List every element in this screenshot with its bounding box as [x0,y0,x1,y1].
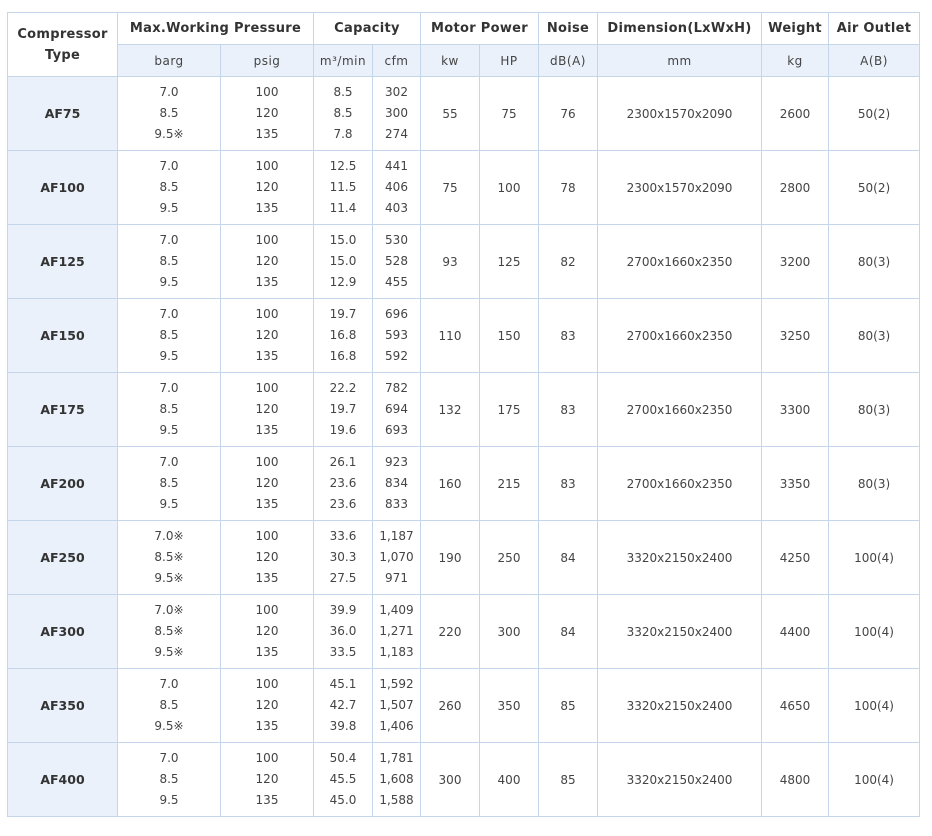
cell-capacity-cfm [373,373,421,447]
table-header [8,13,920,77]
cell-psig-value: 135 [255,497,279,511]
cell-capacity-m3min [314,669,373,743]
cell-barg-value: 7.0 [159,455,179,469]
cell-motor-kw: 110 [421,299,480,373]
type-header-line2: Type [44,47,81,63]
table-row [8,743,920,817]
cell-noise: 82 [539,225,598,299]
cell-capacity-m3min-value: 12.5 [329,159,357,173]
cell-capacity-m3min [314,447,373,521]
cell-psig-value: 135 [255,349,279,363]
cell-capacity-cfm-value: 593 [385,328,408,342]
cell-barg-value: 9.5 [159,497,179,511]
cell-type: AF250 [8,521,118,595]
cell-psig-value: 120 [255,624,279,638]
cell-capacity-cfm-value: 1,507 [379,698,414,712]
col-capacity: Capacity [314,13,421,45]
cell-psig-value: 120 [255,402,279,416]
cell-capacity-m3min-value: 33.5 [329,645,357,659]
cell-capacity-cfm-value: 274 [385,127,408,141]
cell-capacity-m3min-value: 23.6 [329,476,357,490]
col-dimension: Dimension(LxWxH) [598,13,762,45]
col-air-outlet: Air Outlet [829,13,920,45]
cell-capacity-cfm-value: 403 [385,201,408,215]
cell-capacity-m3min [314,151,373,225]
cell-barg-value: 8.5 [159,328,179,342]
cell-capacity-m3min-value: 45.5 [329,772,357,786]
cell-barg-value: 7.0 [159,751,179,765]
cell-air-outlet: 80(3) [829,225,920,299]
cell-barg-value: 9.5 [159,275,179,289]
cell-dimension: 2300x1570x2090 [598,77,762,151]
cell-noise: 84 [539,595,598,669]
unit-kg: kg [762,45,829,77]
table-row [8,225,920,299]
cell-motor-hp: 125 [480,225,539,299]
cell-psig [221,447,314,521]
cell-barg [118,595,221,669]
cell-psig-value: 100 [255,529,279,543]
cell-capacity-cfm [373,595,421,669]
cell-capacity-cfm-value: 592 [385,349,408,363]
cell-motor-kw: 55 [421,77,480,151]
cell-capacity-m3min [314,521,373,595]
cell-barg-value: 7.0 [159,159,179,173]
cell-psig-value: 120 [255,106,279,120]
cell-type: AF100 [8,151,118,225]
cell-capacity-m3min-value: 11.5 [329,180,357,194]
cell-air-outlet: 100(4) [829,595,920,669]
table-row [8,521,920,595]
cell-capacity-m3min [314,77,373,151]
header-row-1 [8,13,920,45]
cell-psig-value: 100 [255,159,279,173]
table-row [8,669,920,743]
cell-capacity-cfm-value: 1,183 [379,645,414,659]
cell-psig-value: 100 [255,751,279,765]
cell-dimension: 2700x1660x2350 [598,447,762,521]
cell-capacity-cfm-value: 694 [385,402,408,416]
cell-motor-hp: 250 [480,521,539,595]
cell-motor-hp: 150 [480,299,539,373]
cell-capacity-m3min-value: 22.2 [329,381,357,395]
unit-ab: A(B) [829,45,920,77]
cell-psig-value: 120 [255,698,279,712]
cell-dimension: 3320x2150x2400 [598,521,762,595]
cell-noise: 83 [539,299,598,373]
table-row [8,595,920,669]
cell-capacity-cfm-value: 455 [385,275,408,289]
cell-noise: 83 [539,373,598,447]
unit-psig: psig [221,45,314,77]
cell-capacity-cfm-value: 441 [385,159,408,173]
cell-capacity-m3min [314,225,373,299]
cell-barg-value: 8.5 [159,106,179,120]
cell-psig-value: 100 [255,233,279,247]
cell-barg [118,521,221,595]
cell-barg [118,299,221,373]
cell-psig-value: 135 [255,201,279,215]
cell-barg-value: 8.5※ [154,624,184,638]
cell-noise: 84 [539,521,598,595]
cell-weight: 3350 [762,447,829,521]
col-motor-power: Motor Power [421,13,539,45]
unit-hp: HP [480,45,539,77]
col-compressor-type [8,13,118,77]
cell-barg [118,77,221,151]
cell-psig [221,595,314,669]
spec-table [7,12,920,817]
cell-psig [221,743,314,817]
cell-capacity-m3min-value: 33.6 [329,529,357,543]
unit-barg: barg [118,45,221,77]
cell-weight: 3250 [762,299,829,373]
cell-barg-value: 7.0 [159,677,179,691]
cell-capacity-m3min [314,595,373,669]
cell-capacity-cfm [373,151,421,225]
cell-dimension: 2700x1660x2350 [598,373,762,447]
cell-dimension: 3320x2150x2400 [598,669,762,743]
unit-mm: mm [598,45,762,77]
cell-psig [221,151,314,225]
unit-kw: kw [421,45,480,77]
cell-capacity-m3min-value: 45.1 [329,677,357,691]
col-noise: Noise [539,13,598,45]
cell-psig-value: 120 [255,328,279,342]
cell-air-outlet: 100(4) [829,669,920,743]
cell-type: AF350 [8,669,118,743]
cell-psig-value: 135 [255,645,279,659]
cell-capacity-cfm-value: 1,592 [379,677,414,691]
cell-barg [118,743,221,817]
cell-psig [221,77,314,151]
cell-dimension: 2700x1660x2350 [598,225,762,299]
cell-psig [221,225,314,299]
cell-capacity-m3min-value: 39.8 [329,719,357,733]
cell-psig-value: 100 [255,307,279,321]
cell-barg [118,151,221,225]
cell-psig-value: 135 [255,793,279,807]
type-header-line1: Compressor [17,26,108,42]
cell-barg-value: 8.5※ [154,550,184,564]
cell-motor-kw: 93 [421,225,480,299]
cell-capacity-cfm [373,299,421,373]
cell-psig-value: 100 [255,677,279,691]
cell-barg-value: 7.0※ [154,529,184,543]
cell-capacity-cfm-value: 693 [385,423,408,437]
cell-air-outlet: 80(3) [829,373,920,447]
cell-capacity-m3min-value: 50.4 [329,751,357,765]
cell-capacity-m3min-value: 8.5 [333,85,353,99]
unit-cfm: cfm [373,45,421,77]
cell-motor-hp: 100 [480,151,539,225]
cell-barg-value: 7.0 [159,307,179,321]
cell-air-outlet: 80(3) [829,447,920,521]
cell-capacity-m3min [314,373,373,447]
cell-noise: 76 [539,77,598,151]
cell-capacity-m3min-value: 19.7 [329,307,357,321]
cell-type: AF200 [8,447,118,521]
cell-capacity-cfm-value: 300 [385,106,408,120]
cell-capacity-m3min-value: 36.0 [329,624,357,638]
cell-capacity-m3min-value: 30.3 [329,550,357,564]
cell-capacity-cfm-value: 1,070 [379,550,414,564]
cell-psig-value: 120 [255,550,279,564]
cell-capacity-m3min-value: 39.9 [329,603,357,617]
cell-air-outlet: 50(2) [829,151,920,225]
cell-noise: 85 [539,669,598,743]
table-row [8,77,920,151]
cell-capacity-cfm [373,447,421,521]
cell-barg-value: 9.5 [159,349,179,363]
cell-capacity-cfm-value: 971 [385,571,408,585]
cell-weight: 2800 [762,151,829,225]
cell-barg-value: 7.0 [159,85,179,99]
cell-capacity-cfm-value: 696 [385,307,408,321]
cell-capacity-m3min-value: 8.5 [333,106,353,120]
cell-psig [221,299,314,373]
cell-type: AF125 [8,225,118,299]
cell-barg [118,225,221,299]
cell-weight: 4800 [762,743,829,817]
cell-motor-kw: 160 [421,447,480,521]
cell-capacity-m3min-value: 12.9 [329,275,357,289]
cell-capacity-cfm [373,743,421,817]
cell-capacity-m3min-value: 26.1 [329,455,357,469]
col-weight: Weight [762,13,829,45]
cell-motor-hp: 350 [480,669,539,743]
cell-weight: 4400 [762,595,829,669]
table-row [8,447,920,521]
cell-air-outlet: 100(4) [829,521,920,595]
cell-capacity-cfm [373,521,421,595]
cell-capacity-cfm-value: 1,588 [379,793,414,807]
cell-noise: 83 [539,447,598,521]
cell-type: AF175 [8,373,118,447]
cell-capacity-cfm-value: 833 [385,497,408,511]
cell-weight: 4650 [762,669,829,743]
cell-barg-value: 8.5 [159,772,179,786]
cell-dimension: 2700x1660x2350 [598,299,762,373]
cell-barg-value: 9.5※ [154,645,184,659]
cell-capacity-cfm-value: 530 [385,233,408,247]
cell-barg-value: 9.5 [159,201,179,215]
unit-m3min: m³/min [314,45,373,77]
cell-dimension: 3320x2150x2400 [598,743,762,817]
cell-barg-value: 8.5 [159,254,179,268]
cell-capacity-cfm-value: 528 [385,254,408,268]
cell-psig-value: 100 [255,381,279,395]
cell-barg-value: 9.5 [159,793,179,807]
cell-capacity-cfm-value: 1,409 [379,603,414,617]
cell-air-outlet: 100(4) [829,743,920,817]
cell-barg-value: 9.5※ [154,127,184,141]
cell-capacity-cfm-value: 1,406 [379,719,414,733]
cell-barg-value: 9.5※ [154,571,184,585]
cell-psig [221,521,314,595]
cell-psig-value: 135 [255,571,279,585]
cell-barg-value: 8.5 [159,180,179,194]
cell-motor-hp: 300 [480,595,539,669]
cell-capacity-m3min-value: 23.6 [329,497,357,511]
cell-noise: 85 [539,743,598,817]
cell-capacity-m3min [314,299,373,373]
cell-capacity-m3min [314,743,373,817]
cell-weight: 4250 [762,521,829,595]
cell-capacity-cfm-value: 834 [385,476,408,490]
cell-psig-value: 120 [255,254,279,268]
table-row [8,299,920,373]
cell-barg [118,669,221,743]
cell-psig-value: 135 [255,423,279,437]
cell-capacity-cfm-value: 1,187 [379,529,414,543]
cell-capacity-m3min-value: 16.8 [329,349,357,363]
cell-weight: 3200 [762,225,829,299]
cell-capacity-m3min-value: 15.0 [329,233,357,247]
cell-psig-value: 100 [255,455,279,469]
table-row [8,151,920,225]
cell-type: AF300 [8,595,118,669]
cell-capacity-m3min-value: 45.0 [329,793,357,807]
cell-type: AF150 [8,299,118,373]
cell-psig-value: 120 [255,180,279,194]
cell-dimension: 3320x2150x2400 [598,595,762,669]
cell-barg-value: 7.0※ [154,603,184,617]
cell-motor-hp: 75 [480,77,539,151]
cell-capacity-m3min-value: 42.7 [329,698,357,712]
cell-motor-kw: 300 [421,743,480,817]
cell-motor-hp: 400 [480,743,539,817]
header-row-units [8,45,920,77]
cell-capacity-cfm-value: 406 [385,180,408,194]
cell-barg-value: 7.0 [159,381,179,395]
cell-capacity-cfm [373,225,421,299]
cell-motor-hp: 215 [480,447,539,521]
cell-dimension: 2300x1570x2090 [598,151,762,225]
col-max-working-pressure: Max.Working Pressure [118,13,314,45]
cell-motor-kw: 75 [421,151,480,225]
cell-barg-value: 8.5 [159,698,179,712]
cell-capacity-m3min-value: 15.0 [329,254,357,268]
cell-psig-value: 120 [255,476,279,490]
cell-type: AF75 [8,77,118,151]
cell-weight: 3300 [762,373,829,447]
cell-psig-value: 120 [255,772,279,786]
cell-psig-value: 135 [255,275,279,289]
cell-capacity-m3min-value: 7.8 [333,127,353,141]
cell-air-outlet: 80(3) [829,299,920,373]
cell-capacity-cfm [373,77,421,151]
cell-capacity-cfm [373,669,421,743]
cell-motor-kw: 260 [421,669,480,743]
cell-capacity-m3min-value: 19.6 [329,423,357,437]
cell-type: AF400 [8,743,118,817]
cell-capacity-m3min-value: 27.5 [329,571,357,585]
cell-air-outlet: 50(2) [829,77,920,151]
cell-psig [221,373,314,447]
cell-noise: 78 [539,151,598,225]
unit-dba: dB(A) [539,45,598,77]
cell-motor-kw: 220 [421,595,480,669]
cell-capacity-m3min-value: 16.8 [329,328,357,342]
cell-psig-value: 100 [255,85,279,99]
cell-capacity-cfm-value: 1,608 [379,772,414,786]
cell-psig-value: 135 [255,719,279,733]
cell-motor-kw: 190 [421,521,480,595]
cell-motor-kw: 132 [421,373,480,447]
cell-barg-value: 8.5 [159,476,179,490]
cell-barg-value: 9.5 [159,423,179,437]
cell-barg [118,373,221,447]
cell-capacity-cfm-value: 302 [385,85,408,99]
cell-barg [118,447,221,521]
cell-capacity-m3min-value: 11.4 [329,201,357,215]
cell-capacity-cfm-value: 923 [385,455,408,469]
cell-psig-value: 135 [255,127,279,141]
cell-capacity-cfm-value: 1,781 [379,751,414,765]
cell-psig [221,669,314,743]
cell-weight: 2600 [762,77,829,151]
cell-psig-value: 100 [255,603,279,617]
cell-barg-value: 8.5 [159,402,179,416]
cell-capacity-cfm-value: 1,271 [379,624,414,638]
cell-barg-value: 9.5※ [154,719,184,733]
cell-capacity-cfm-value: 782 [385,381,408,395]
table-body [8,77,920,817]
cell-capacity-m3min-value: 19.7 [329,402,357,416]
cell-barg-value: 7.0 [159,233,179,247]
cell-motor-hp: 175 [480,373,539,447]
table-row [8,373,920,447]
